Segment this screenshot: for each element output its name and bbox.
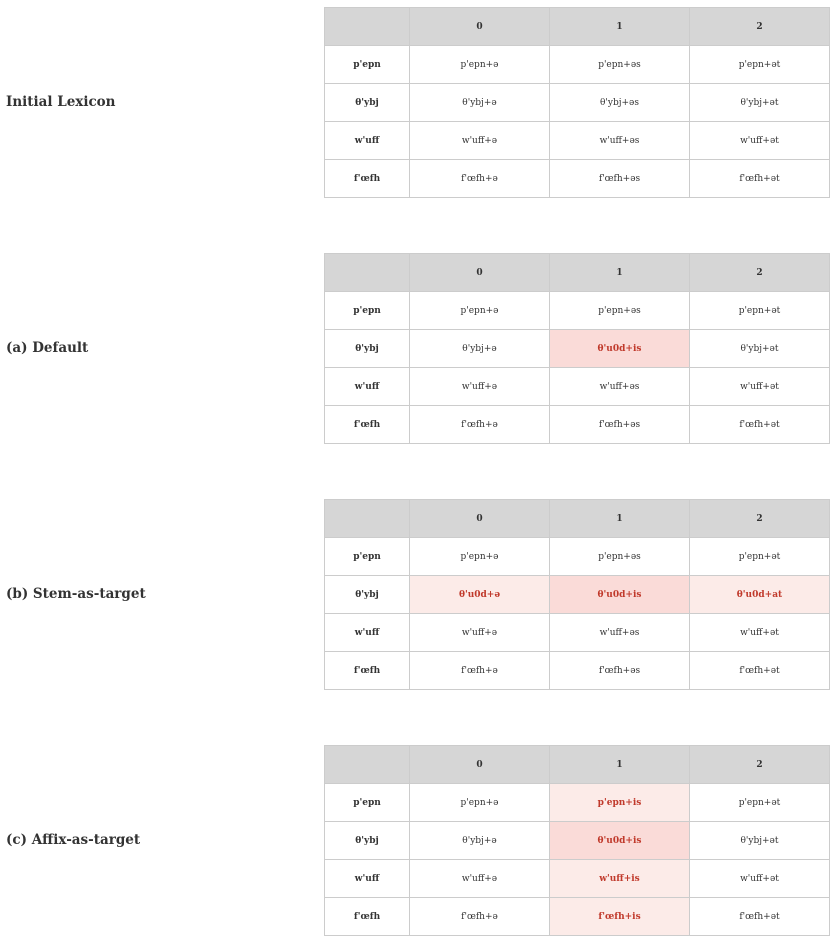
table-cell: w'uff+əs (550, 122, 690, 160)
table-cell: θ'ybj+ət (690, 330, 830, 368)
panel-affix-as-target (0, 745, 836, 936)
corner-cell (325, 254, 410, 292)
table-cell: p'epn+ət (690, 538, 830, 576)
table-cell: θ'ybj+ə (410, 330, 550, 368)
table-row (325, 784, 830, 822)
table-cell: p'epn+ə (410, 46, 550, 84)
header-row (325, 746, 830, 784)
header-row (325, 500, 830, 538)
row-header: θ'ybj (325, 330, 410, 368)
table-row (325, 898, 830, 936)
column-header: 1 (550, 746, 690, 784)
table-cell: w'uff+əs (550, 368, 690, 406)
table-cell: w'uff+ət (690, 368, 830, 406)
header-row (325, 8, 830, 46)
table-cell: f'œfh+əs (550, 160, 690, 198)
column-header: 1 (550, 8, 690, 46)
table-row (325, 406, 830, 444)
column-header: 0 (410, 746, 550, 784)
table-cell: f'œfh+ət (690, 898, 830, 936)
panel-label: (a) Default (6, 340, 89, 356)
corner-cell (325, 746, 410, 784)
row-header: p'epn (325, 538, 410, 576)
table-cell: f'œfh+ət (690, 652, 830, 690)
table-cell: f'œfh+ə (410, 406, 550, 444)
table-cell: p'epn+əs (550, 46, 690, 84)
table-cell: f'œfh+əs (550, 406, 690, 444)
table-cell: θ'ybj+ət (690, 84, 830, 122)
column-header: 1 (550, 500, 690, 538)
column-header: 2 (690, 500, 830, 538)
corner-cell (325, 8, 410, 46)
column-header: 2 (690, 8, 830, 46)
table-cell: f'œfh+ət (690, 406, 830, 444)
row-header: θ'ybj (325, 822, 410, 860)
table-cell: θ'ybj+ə (410, 822, 550, 860)
table-cell: w'uff+ə (410, 122, 550, 160)
table-cell: w'uff+ə (410, 368, 550, 406)
table-cell: f'œfh+ə (410, 160, 550, 198)
table-cell: p'epn+ət (690, 784, 830, 822)
row-header: w'uff (325, 614, 410, 652)
table-cell: w'uff+ət (690, 860, 830, 898)
row-header: w'uff (325, 860, 410, 898)
column-header: 0 (410, 254, 550, 292)
column-header: 0 (410, 500, 550, 538)
row-header: f'œfh (325, 406, 410, 444)
table-row (325, 822, 830, 860)
table-cell: p'epn+ə (410, 784, 550, 822)
row-header: p'epn (325, 292, 410, 330)
panel-label: (c) Affix-as-target (6, 832, 141, 848)
row-header: θ'ybj (325, 84, 410, 122)
table-cell: p'epn+ət (690, 292, 830, 330)
highlighted-cell: w'uff+is (550, 860, 690, 898)
row-header: f'œfh (325, 160, 410, 198)
column-header: 2 (690, 254, 830, 292)
panel-label: Initial Lexicon (6, 94, 116, 110)
column-header: 1 (550, 254, 690, 292)
highlighted-cell: θ'u0d+is (550, 822, 690, 860)
table-cell: w'uff+ə (410, 614, 550, 652)
table-row (325, 46, 830, 84)
table-row (325, 614, 830, 652)
table-row (325, 330, 830, 368)
table-cell: p'epn+əs (550, 538, 690, 576)
table-cell: θ'ybj+ə (410, 84, 550, 122)
default-table (324, 253, 830, 444)
table-cell: w'uff+ə (410, 860, 550, 898)
table-row (325, 652, 830, 690)
stem-as-target-table (324, 499, 830, 690)
table-cell: θ'ybj+əs (550, 84, 690, 122)
panel-initial-lexicon (0, 7, 836, 198)
table-cell: w'uff+ət (690, 614, 830, 652)
table-cell: f'œfh+ə (410, 898, 550, 936)
table-cell: p'epn+ət (690, 46, 830, 84)
table-cell: w'uff+əs (550, 614, 690, 652)
row-header: p'epn (325, 784, 410, 822)
highlighted-cell: p'epn+is (550, 784, 690, 822)
column-header: 2 (690, 746, 830, 784)
table-cell: p'epn+ə (410, 538, 550, 576)
table-row (325, 160, 830, 198)
highlighted-cell: θ'u0d+at (690, 576, 830, 614)
table-cell: f'œfh+ə (410, 652, 550, 690)
highlighted-cell: f'œfh+is (550, 898, 690, 936)
table-row (325, 860, 830, 898)
panel-label: (b) Stem-as-target (6, 586, 146, 602)
panel-default (0, 253, 836, 444)
row-header: θ'ybj (325, 576, 410, 614)
table-row (325, 368, 830, 406)
row-header: f'œfh (325, 898, 410, 936)
column-header: 0 (410, 8, 550, 46)
table-cell: f'œfh+əs (550, 652, 690, 690)
table-cell: p'epn+əs (550, 292, 690, 330)
table-cell: w'uff+ət (690, 122, 830, 160)
highlighted-cell: θ'u0d+is (550, 330, 690, 368)
corner-cell (325, 500, 410, 538)
header-row (325, 254, 830, 292)
table-cell: θ'ybj+ət (690, 822, 830, 860)
highlighted-cell: θ'u0d+is (550, 576, 690, 614)
table-cell: p'epn+ə (410, 292, 550, 330)
table-row (325, 122, 830, 160)
table-row (325, 576, 830, 614)
lexicon-table (324, 7, 830, 198)
affix-as-target-table (324, 745, 830, 936)
table-row (325, 538, 830, 576)
table-row (325, 84, 830, 122)
row-header: p'epn (325, 46, 410, 84)
row-header: w'uff (325, 122, 410, 160)
table-cell: f'œfh+ət (690, 160, 830, 198)
highlighted-cell: θ'u0d+ə (410, 576, 550, 614)
table-row (325, 292, 830, 330)
row-header: w'uff (325, 368, 410, 406)
row-header: f'œfh (325, 652, 410, 690)
panel-stem-as-target (0, 499, 836, 690)
